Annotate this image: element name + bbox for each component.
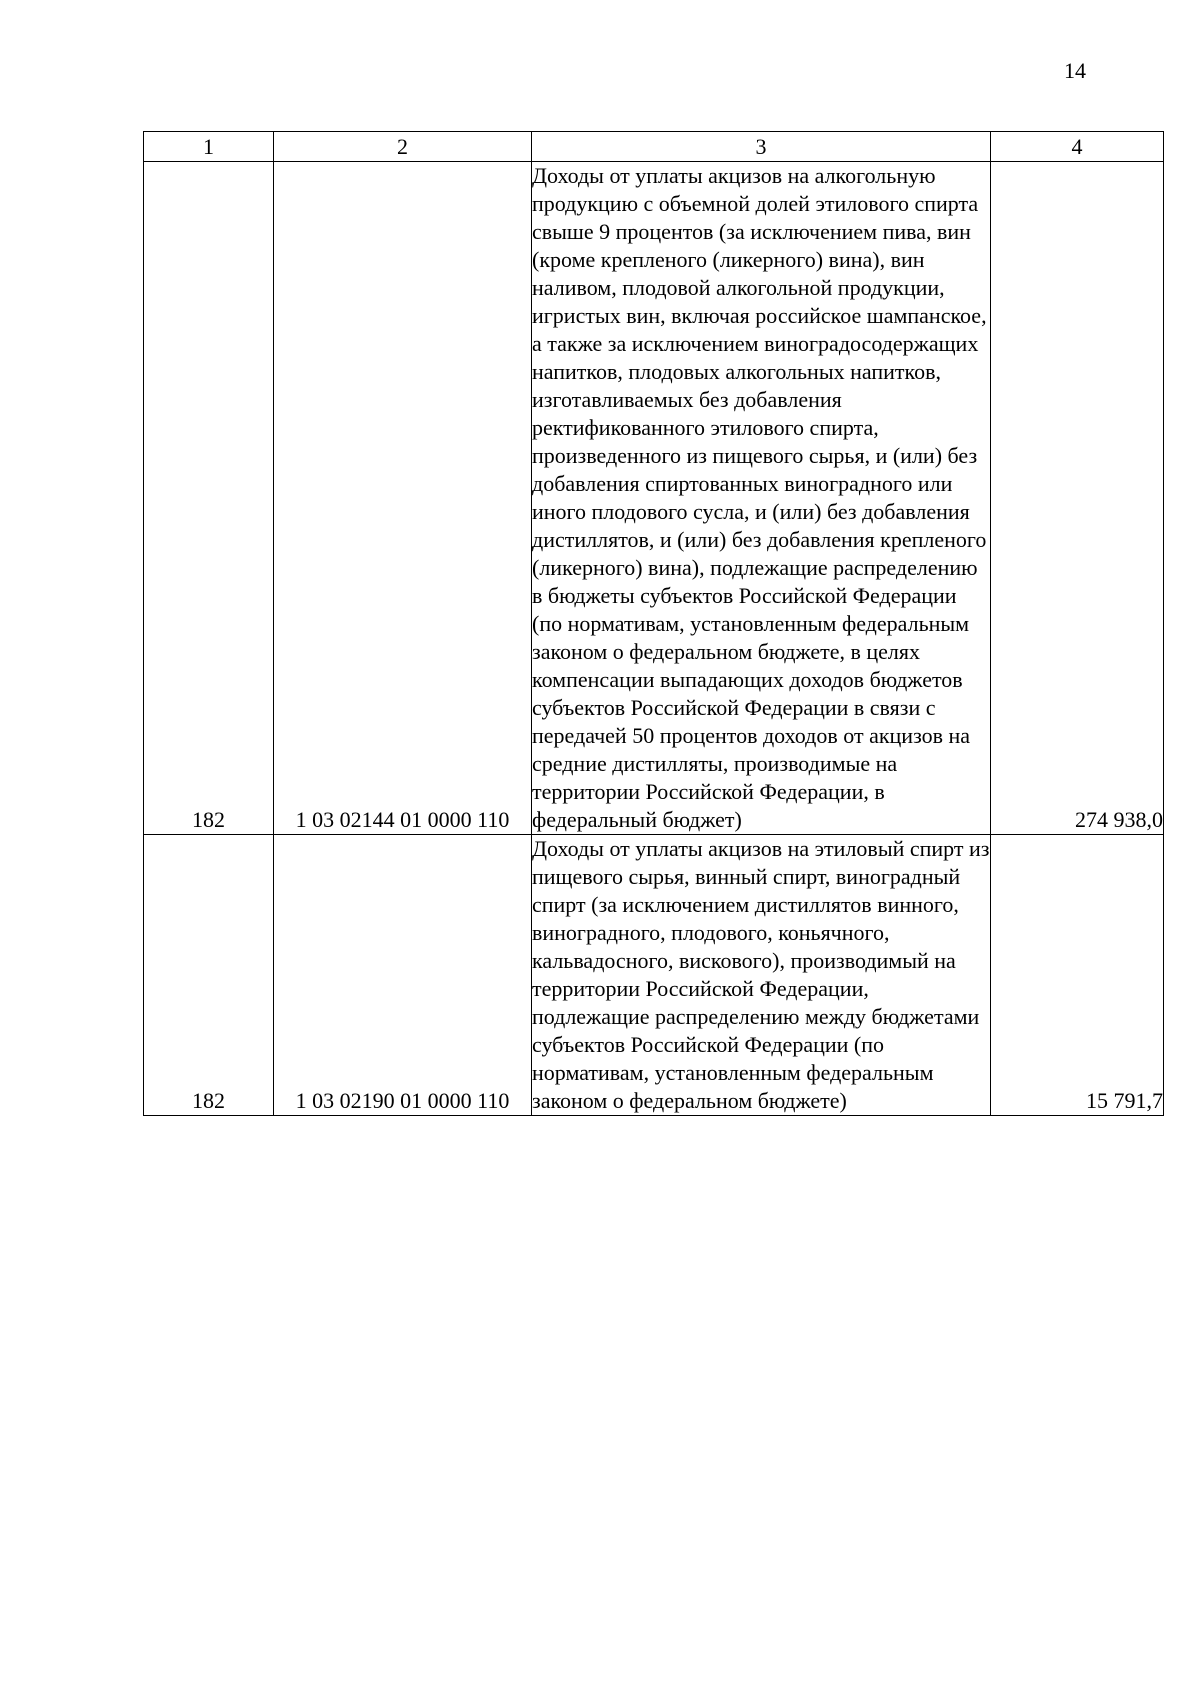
table-row <box>144 835 1164 1116</box>
description-cell: Доходы от уплаты акцизов на алкогольную продукцию с объемной долей этилового спирта свыше 9 процентов (за исключением пива, вин (кроме крепленого (ликерного) вина), вин наливом, плодовой алкогольной продукции, игристых вин, включая российское шампанское, а также за исключением виноградосодержащих напитков, плодовых алкогольных напитков, изготавливаемых без добавления ректификованного этилового спирта, произведенного из пищевого сырья, и (или) без добавления спиртованных виноградного или иного плодового сусла, и (или) без добавления дистиллятов, и (или) без добавления крепленого (ликерного) вина), подлежащие распределению в бюджеты субъектов Российской Федерации (по нормативам, установленным федеральным законом о федеральном бюджете, в целях компенсации выпадающих доходов бюджетов субъектов Российской Федерации в связи с передачей 50 процентов доходов от акцизов на средние дистилляты, производимые на территории Российской Федерации, в федеральный бюджет) <box>532 162 991 835</box>
table-row <box>144 162 1164 835</box>
admin-code-cell: 182 <box>144 835 274 1116</box>
admin-code-cell: 182 <box>144 162 274 835</box>
revenue-table <box>143 131 1164 1116</box>
page-number: 14 <box>1064 58 1086 83</box>
column-header-3: 3 <box>532 132 991 162</box>
amount-cell: 15 791,7 <box>991 835 1164 1116</box>
table-header-row <box>144 132 1164 162</box>
kbk-code-cell: 1 03 02144 01 0000 110 <box>274 162 532 835</box>
amount-cell: 274 938,0 <box>991 162 1164 835</box>
kbk-code-cell: 1 03 02190 01 0000 110 <box>274 835 532 1116</box>
column-header-2: 2 <box>274 132 532 162</box>
column-header-1: 1 <box>144 132 274 162</box>
column-header-4: 4 <box>991 132 1164 162</box>
description-cell: Доходы от уплаты акцизов на этиловый спирт из пищевого сырья, винный спирт, виноградный спирт (за исключением дистиллятов винного, виноградного, плодового, коньячного, кальвадосного, вискового), производимый на территории Российской Федерации, подлежащие распределению между бюджетами субъектов Российской Федерации (по нормативам, установленным федеральным законом о федеральном бюджете) <box>532 835 991 1116</box>
